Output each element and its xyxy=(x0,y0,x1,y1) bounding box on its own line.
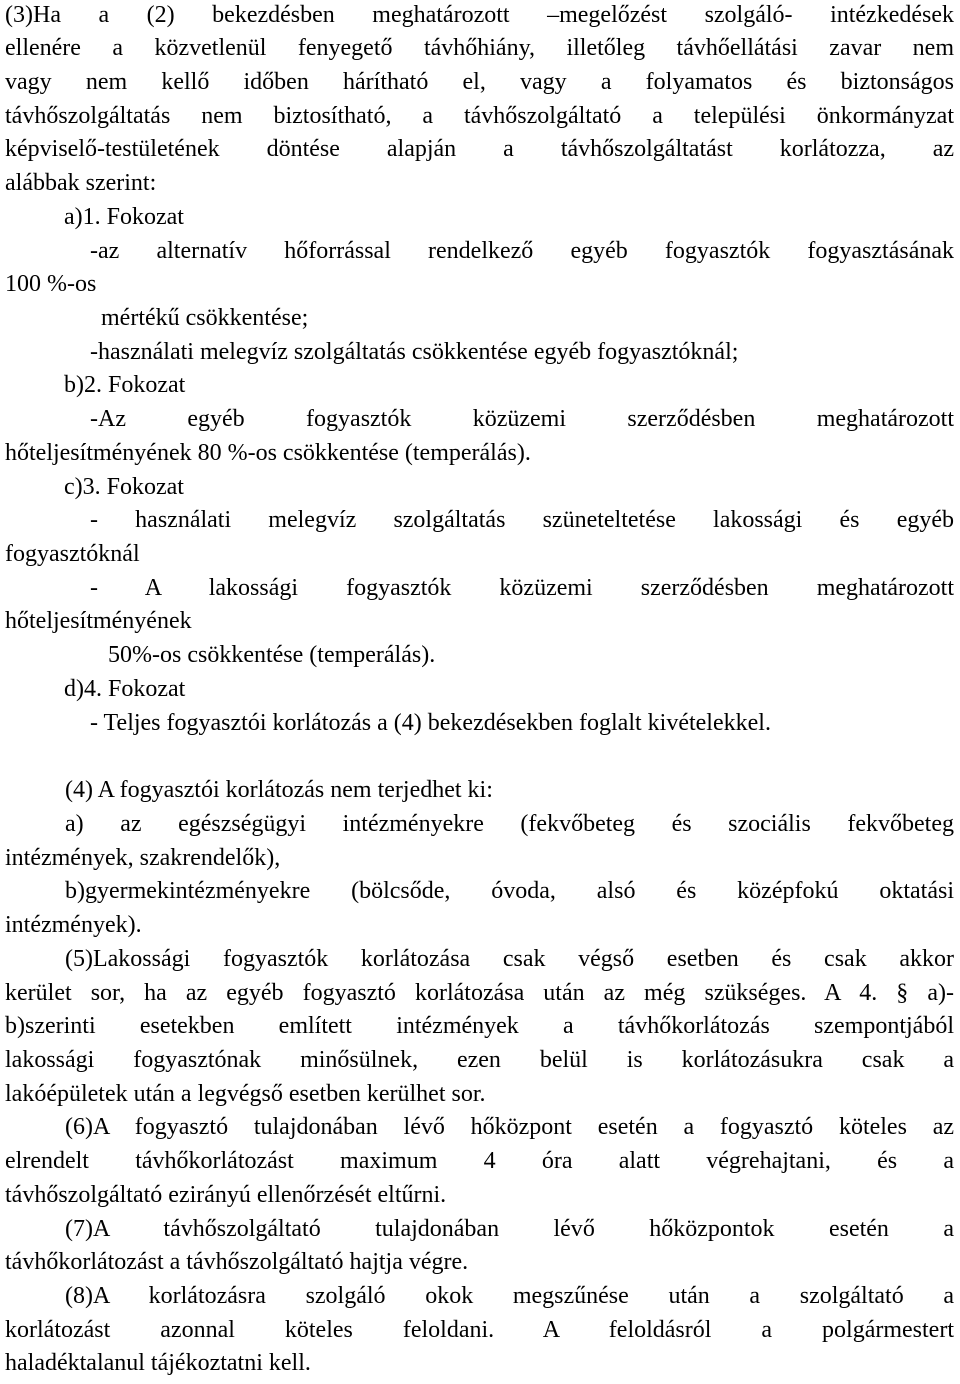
text-line: b)gyermekintézményekre (bölcsőde, óvoda, alsó és középfokú oktatási xyxy=(65,878,954,904)
text-line: a) az egészségügyi intézményekre (fekvőbeteg és szociális fekvőbeteg xyxy=(65,811,954,837)
text-line: - használati melegvíz szolgáltatás szüneteltetése lakossági és egyéb xyxy=(90,507,954,533)
text-line: távhőszolgáltatás nem biztosítható, a távhőszolgáltató a települési önkormányzat xyxy=(5,103,954,129)
text-line: b)szerinti esetekben említett intézmények a távhőkorlátozás szempontjából xyxy=(5,1013,954,1039)
text-line: (3)Ha a (2) bekezdésben meghatározott –megelőzést szolgáló- intézkedések xyxy=(5,2,954,28)
text-line: (5)Lakossági fogyasztók korlátozása csak végső esetben és csak akkor xyxy=(65,946,954,972)
text-line: vagy nem kellő időben hárítható el, vagy a folyamatos és biztonságos xyxy=(5,69,954,95)
text-line: haladéktalanul tájékoztatni kell. xyxy=(5,1350,311,1376)
text-line: elrendelt távhőkorlátozást maximum 4 óra alatt végrehajtani, és a xyxy=(5,1148,954,1174)
text-line: hőteljesítményének xyxy=(5,608,192,634)
text-line: (8)A korlátozásra szolgáló okok megszűnése után a szolgáltató a xyxy=(65,1283,954,1309)
list-heading: b)2. Fokozat xyxy=(64,372,186,398)
text-line: képviselő-testületének döntése alapján a távhőszolgáltatást korlátozza, az xyxy=(5,136,954,162)
text-line: - Teljes fogyasztói korlátozás a (4) bekezdésekben foglalt kivételekkel. xyxy=(90,710,771,736)
text-line: -Az egyéb fogyasztók közüzemi szerződésben meghatározott xyxy=(90,406,954,432)
list-heading: a)1. Fokozat xyxy=(64,204,184,230)
text-line: ellenére a közvetlenül fenyegető távhőhiány, illetőleg távhőellátási zavar nem xyxy=(5,35,954,61)
text-line: (7)A távhőszolgáltató tulajdonában lévő hőközpontok esetén a xyxy=(65,1216,954,1242)
text-line: korlátozást azonnal köteles feloldani. A feloldásról a polgármestert xyxy=(5,1317,954,1343)
text-line: (6)A fogyasztó tulajdonában lévő hőközpont esetén a fogyasztó köteles az xyxy=(65,1114,954,1140)
text-line: -az alternatív hőforrással rendelkező egyéb fogyasztók fogyasztásának xyxy=(90,238,954,264)
list-heading: c)3. Fokozat xyxy=(64,474,184,500)
text-line: távhőkorlátozást a távhőszolgáltató hajtja végre. xyxy=(5,1249,469,1275)
text-line: fogyasztóknál xyxy=(5,541,140,567)
text-line: - A lakossági fogyasztók közüzemi szerződésben meghatározott xyxy=(90,575,954,601)
text-line: intézmények). xyxy=(5,912,142,938)
paragraph-heading: (4) A fogyasztói korlátozás nem terjedhet ki: xyxy=(65,777,493,803)
text-line: mértékű csökkentése; xyxy=(101,305,309,331)
text-line: lakossági fogyasztónak minősülnek, ezen belül is korlátozásukra csak a xyxy=(5,1047,954,1073)
text-line: kerület sor, ha az egyéb fogyasztó korlátozása után az még szükséges. A 4. § a)- xyxy=(5,980,954,1006)
text-line: 100 %-os xyxy=(5,271,97,297)
text-line: hőteljesítményének 80 %-os csökkentése (temperálás). xyxy=(5,440,531,466)
text-line: alábbak szerint: xyxy=(5,170,157,196)
text-line: 50%-os csökkentése (temperálás). xyxy=(108,642,436,668)
text-line: távhőszolgáltató ezirányú ellenőrzését eltűrni. xyxy=(5,1182,447,1208)
text-line: intézmények, szakrendelők), xyxy=(5,845,281,871)
text-line: -használati melegvíz szolgáltatás csökkentése egyéb fogyasztóknál; xyxy=(90,339,739,365)
text-line: lakóépületek után a legvégső esetben kerülhet sor. xyxy=(5,1081,486,1107)
list-heading: d)4. Fokozat xyxy=(64,676,186,702)
